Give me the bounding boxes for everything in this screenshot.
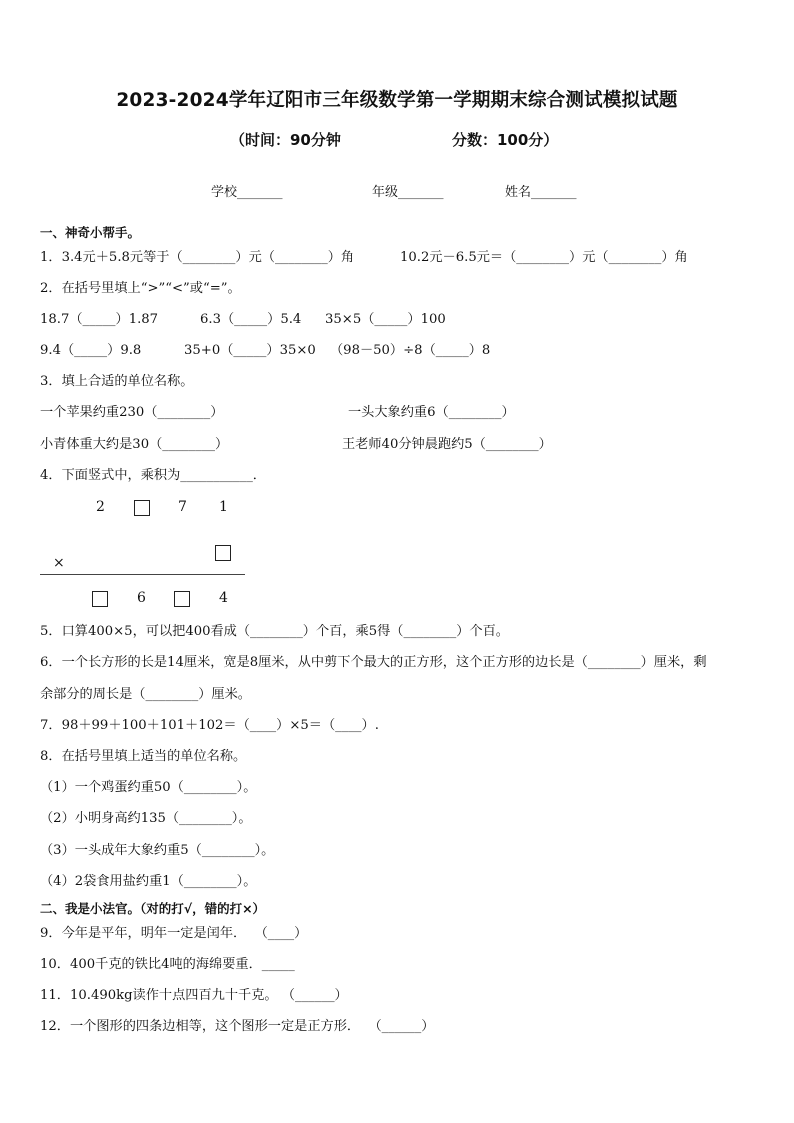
question-2-item: 9.4（_____）9.8 <box>40 343 142 358</box>
question-8-item: （4）2袋食用盐约重1（________）。 <box>40 874 257 889</box>
digit: 2 <box>96 499 105 515</box>
grade-field: 年级_______ <box>372 185 444 200</box>
digit: 4 <box>219 590 228 606</box>
question-8-item: （1）一个鸡蛋约重50（________）。 <box>40 780 257 795</box>
digit: 7 <box>178 499 187 515</box>
question-1b: 10.2元－6.5元＝（________）元（________）角 <box>400 250 688 265</box>
blank-box <box>92 591 108 607</box>
question-12: 12．一个图形的四条边相等，这个图形一定是正方形． （______） <box>40 1019 435 1034</box>
section-1-heading: 一、神奇小帮手。 <box>40 225 141 240</box>
question-7: 7．98＋99＋100＋101＋102＝（____）×5＝（____）. <box>40 718 379 733</box>
divider-line <box>40 574 245 575</box>
blank-box <box>215 545 231 561</box>
question-3-stem: 3．填上合适的单位名称。 <box>40 374 194 389</box>
question-3-item: 一头大象约重6（________） <box>348 405 515 420</box>
question-8-item: （3）一头成年大象约重5（________）。 <box>40 843 275 858</box>
digit: 1 <box>219 499 228 515</box>
question-10: 10．400千克的铁比4吨的海绵要重．_____ <box>40 957 295 972</box>
exam-time: （时间：90分钟 <box>230 131 341 149</box>
name-field: 姓名_______ <box>505 185 577 200</box>
question-9: 9．今年是平年，明年一定是闰年． （____） <box>40 926 308 941</box>
question-2-stem: 2．在括号里填上“>”“<”或“=”。 <box>40 281 241 296</box>
question-4-stem: 4．下面竖式中，乘积为___________． <box>40 468 266 483</box>
question-6b: 余部分的周长是（________）厘米。 <box>40 687 251 702</box>
section-2-heading: 二、我是小法官。（对的打√，错的打×） <box>40 901 266 916</box>
question-2-item: 35+0（_____）35×0 <box>184 343 316 358</box>
question-2-item: 35×5（_____）100 <box>325 312 446 327</box>
school-field: 学校_______ <box>211 185 283 200</box>
question-3-item: 王老师40分钟晨跑约5（________） <box>342 437 552 452</box>
question-11: 11．10.490kg读作十点四百九十千克。 （______） <box>40 988 348 1003</box>
question-8-item: （2）小明身高约135（________）。 <box>40 811 252 826</box>
digit: 6 <box>137 590 146 606</box>
question-3-item: 小青体重大约是30（________） <box>40 437 229 452</box>
question-3-item: 一个苹果约重230（________） <box>40 405 224 420</box>
multiply-sign: × <box>53 555 65 571</box>
question-5: 5．口算400×5，可以把400看成（________）个百，乘5得（________）个百。 <box>40 624 509 639</box>
question-6a: 6．一个长方形的长是14厘米，宽是8厘米，从中剪下个最大的正方形，这个正方形的边长是（________）厘米，剩 <box>40 655 707 670</box>
question-8-stem: 8．在括号里填上适当的单位名称。 <box>40 749 247 764</box>
question-2-item: 6.3（_____）5.4 <box>200 312 302 327</box>
page-title: 2023-2024学年辽阳市三年级数学第一学期期末综合测试模拟试题 <box>116 90 678 111</box>
blank-box <box>174 591 190 607</box>
question-2-item: （98－50）÷8（_____）8 <box>330 343 491 358</box>
question-2-item: 18.7（_____）1.87 <box>40 312 159 327</box>
exam-score: 分数：100分） <box>452 131 559 149</box>
blank-box <box>134 500 150 516</box>
question-1a: 1．3.4元＋5.8元等于（________）元（________）角 <box>40 250 355 265</box>
